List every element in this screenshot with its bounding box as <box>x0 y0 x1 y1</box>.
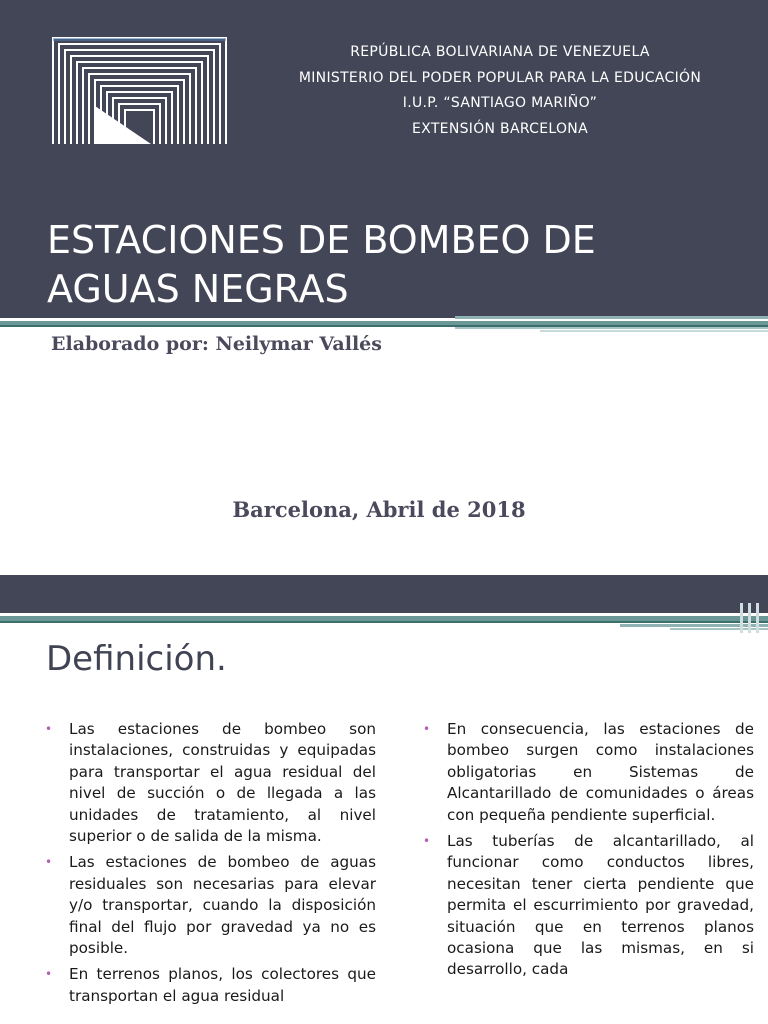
bullet-dot-icon: • <box>45 855 53 870</box>
definition-slide-stripes <box>0 603 768 635</box>
institution-header <box>240 40 760 142</box>
bullet-dot-icon: • <box>423 722 431 736</box>
bullet-dot-icon: • <box>45 722 53 736</box>
title-line-1: ESTACIONES DE BOMBEO DE <box>47 218 596 262</box>
left-column <box>45 719 376 1012</box>
bullet-dot-icon: • <box>423 834 431 849</box>
right-column <box>423 719 754 986</box>
bullet-left-1: • Las estaciones de bombeo son instalaciones, construidas y equipadas para transportar el agua residual del nivel de succión o de llegada a las unidades de tratamiento, al nivel superior o de salida de la misma. <box>45 720 376 846</box>
title-slide-divider-stripes <box>0 312 768 334</box>
definition-slide <box>0 575 768 1024</box>
header-line-extension: EXTENSIÓN BARCELONA <box>412 120 588 137</box>
section-heading: Definición. <box>46 639 227 679</box>
bullet-right-1: • En consecuencia, las estaciones de bombeo surgen como instalaciones obligatorias en Sistemas de Alcantarillado de comunidades o áreas con pequeña pendiente superficial. <box>423 720 754 824</box>
header-line-institute: I.U.P. “SANTIAGO MARIÑO” <box>402 95 598 111</box>
author-line: Elaborado por: Neilymar Vallés <box>51 333 382 355</box>
bullet-left-3: • En terrenos planos, los colectores que transportan el agua residual <box>45 965 376 1005</box>
header-line-ministry: MINISTERIO DEL PODER POPULAR PARA LA EDUCACIÓN <box>298 69 702 86</box>
institution-logo <box>51 36 228 146</box>
bullet-left-2: • Las estaciones de bombeo de aguas residuales son necesarias para elevar y/o transportar, cuando la disposición final del flujo por gravedad ya no es posible. <box>45 853 376 958</box>
bullet-right-2: • Las tuberías de alcantarillado, al funcionar como conductos libres, necesitan tener cierta pendiente que permita el escurrimiento por gravedad, situación que en terrenos planos ocasiona que las mismas, en si desarrollo, cada <box>423 832 754 979</box>
presentation-title <box>47 216 747 314</box>
title-line-2: AGUAS NEGRAS <box>47 267 349 311</box>
bullet-dot-icon: • <box>45 967 53 982</box>
place-date: Barcelona, Abril de 2018 <box>232 497 526 522</box>
header-line-country: REPÚBLICA BOLIVARIANA DE VENEZUELA <box>350 44 650 60</box>
